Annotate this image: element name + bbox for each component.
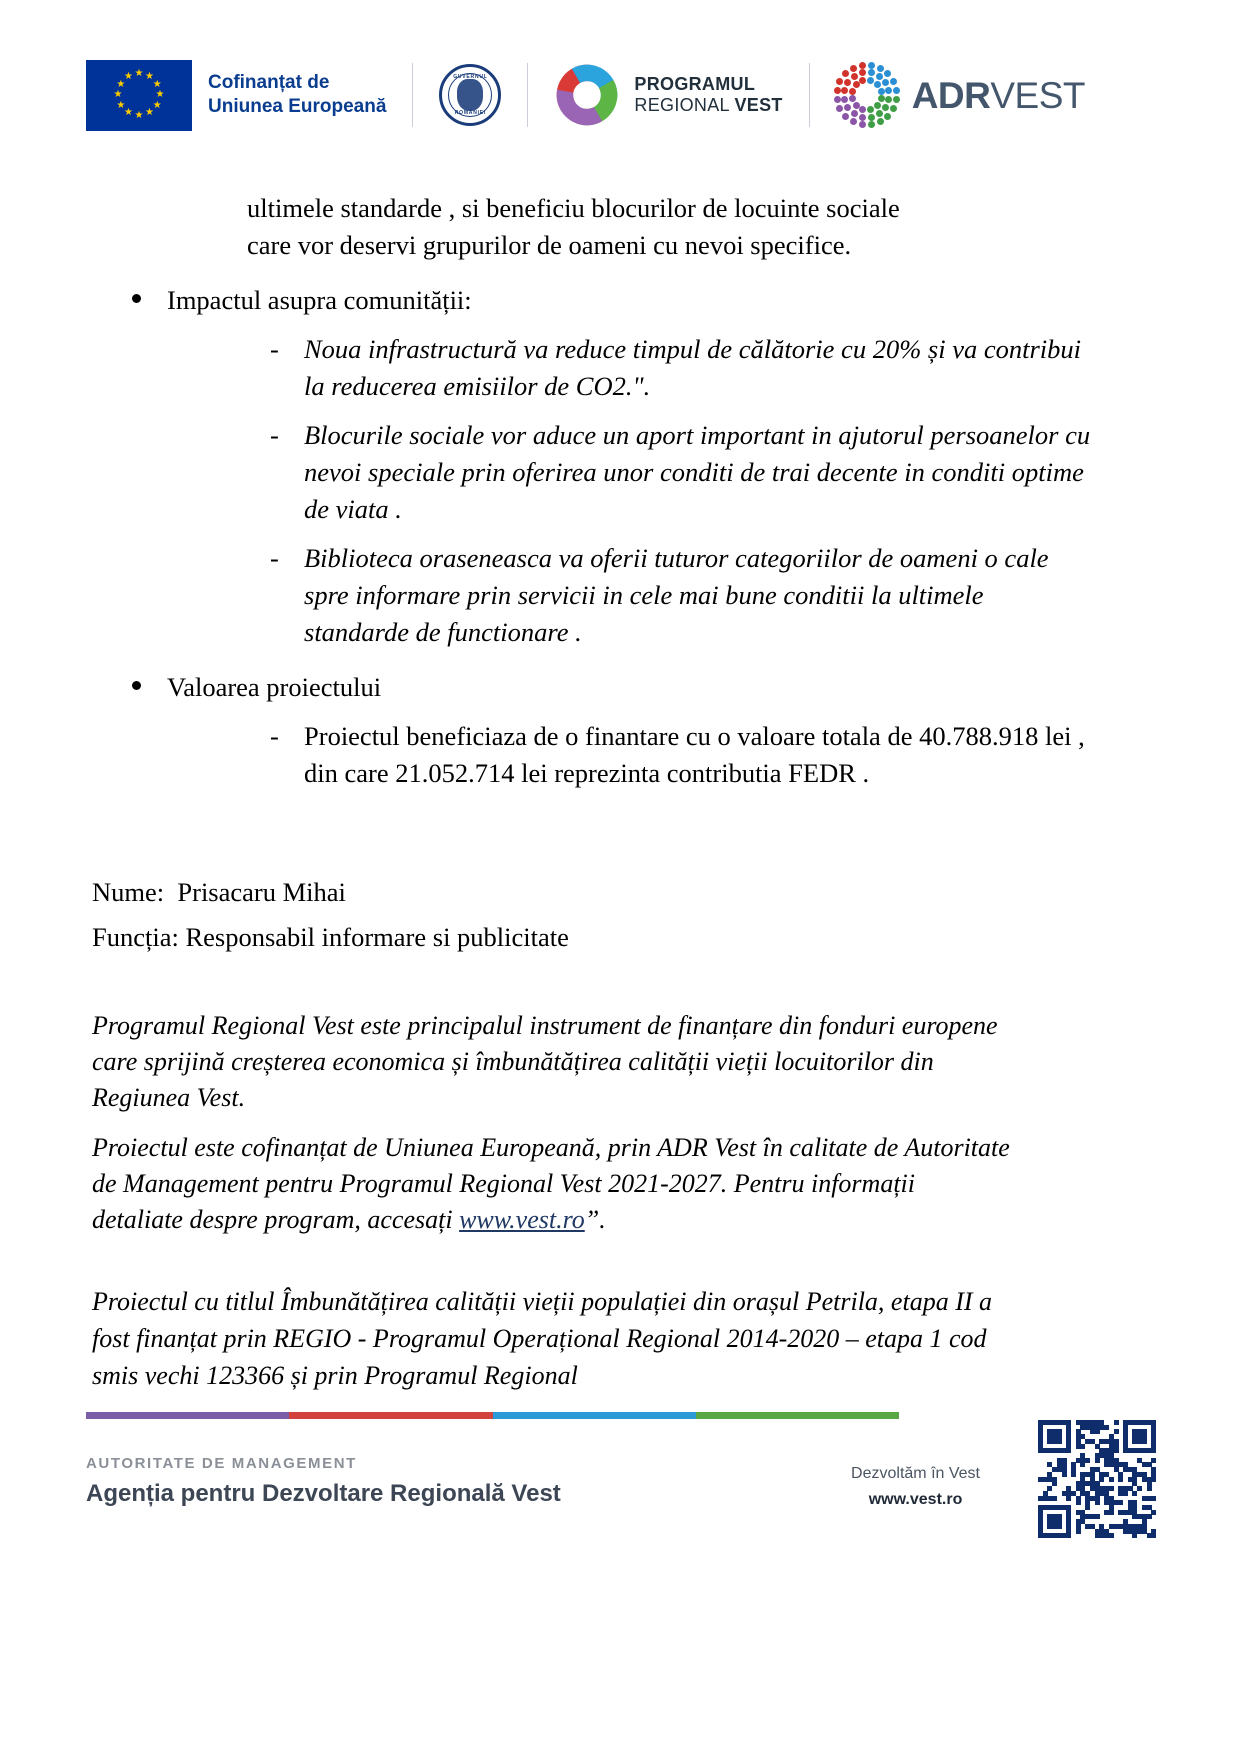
eu-star-icon: ★ bbox=[145, 107, 154, 119]
logo-divider-2 bbox=[527, 63, 528, 127]
footer-authority-label: AUTORITATE DE MANAGEMENT bbox=[86, 1455, 357, 1472]
adr-dot bbox=[859, 77, 866, 84]
footer-rule-segment bbox=[696, 1412, 899, 1419]
adr-dot bbox=[868, 121, 875, 128]
eu-star-icon: ★ bbox=[155, 89, 165, 100]
qr-module bbox=[1057, 1439, 1062, 1444]
impact-item-1: Noua infrastructură va reduce timpul de călătorie cu 20% și va contribui la reducerea emisiilor de CO2.". bbox=[304, 334, 1081, 401]
closing-p2-before: Proiectul este cofinanțat de Uniunea Europeană, prin ADR Vest în calitate de Autoritate de Management pentru Programul Regional Vest 2021-2027. Pentru informații detaliate despre program, accesați bbox=[92, 1133, 1010, 1234]
spiral-icon bbox=[554, 62, 620, 128]
eu-star-icon: ★ bbox=[124, 70, 133, 82]
qr-module bbox=[1118, 1477, 1123, 1482]
bullet-list bbox=[92, 282, 1092, 792]
name-value: Prisacaru Mihai bbox=[177, 877, 346, 907]
adr-dot bbox=[893, 96, 900, 103]
eu-star-icon: ★ bbox=[116, 99, 126, 111]
name-label: Nume: bbox=[92, 877, 165, 907]
qr-module bbox=[1151, 1458, 1156, 1463]
qr-module bbox=[1076, 1529, 1081, 1534]
eu-star-icon: ★ bbox=[145, 70, 154, 82]
footer-rule-segment bbox=[289, 1412, 492, 1419]
list-item bbox=[167, 718, 1092, 792]
qr-module bbox=[1071, 1472, 1076, 1477]
qr-module bbox=[1095, 1514, 1100, 1519]
adr-dot bbox=[884, 113, 891, 120]
adr-bold: ADR bbox=[911, 74, 991, 116]
qr-module bbox=[1099, 1477, 1104, 1482]
qr-module bbox=[1066, 1448, 1071, 1453]
adr-dot bbox=[877, 65, 884, 72]
adr-dot bbox=[893, 87, 900, 94]
eu-star-icon: ★ bbox=[116, 78, 126, 90]
adr-dot bbox=[868, 69, 875, 76]
bullet-impact-label: Impactul asupra comunității: bbox=[167, 285, 472, 315]
adr-dot bbox=[882, 79, 889, 86]
qr-module bbox=[1047, 1486, 1052, 1491]
adr-dot bbox=[867, 77, 874, 84]
footer-right-block bbox=[851, 1465, 980, 1509]
adr-dot bbox=[842, 113, 849, 120]
programul-regional-vest-logo bbox=[554, 52, 782, 138]
adr-dot bbox=[859, 106, 866, 113]
eu-star-icon: ★ bbox=[124, 107, 133, 119]
qr-module bbox=[1080, 1444, 1085, 1449]
eu-logo-line1: Cofinanțat de bbox=[208, 72, 330, 93]
document-body bbox=[92, 190, 1092, 792]
adr-dot bbox=[842, 70, 849, 77]
value-item-1: Proiectul beneficiaza de o finantare cu o valoare totala de 40.788.918 lei , din care 21.052.714 lei reprezinta contributia FEDR . bbox=[304, 721, 1085, 788]
header-logo-bar bbox=[86, 52, 1155, 138]
role-label: Funcția: bbox=[92, 922, 179, 952]
qr-module bbox=[1132, 1491, 1137, 1496]
eu-star-icon: ★ bbox=[152, 78, 162, 90]
qr-code-icon[interactable] bbox=[1038, 1420, 1156, 1538]
footer bbox=[86, 1455, 1156, 1565]
adr-dot bbox=[844, 79, 851, 86]
qr-module bbox=[1118, 1500, 1123, 1505]
adr-dot bbox=[877, 118, 884, 125]
qr-module bbox=[1052, 1496, 1057, 1501]
adr-dot bbox=[874, 81, 881, 88]
qr-module bbox=[1109, 1477, 1114, 1482]
adr-dot bbox=[859, 121, 866, 128]
signature-block bbox=[92, 870, 1092, 960]
dash-marker-icon: - bbox=[270, 543, 279, 573]
qr-module bbox=[1085, 1458, 1090, 1463]
adr-dot bbox=[836, 105, 843, 112]
qr-module bbox=[1109, 1486, 1114, 1491]
eu-logo-line2: Uniunea Europeană bbox=[208, 96, 387, 117]
dash-marker-icon: - bbox=[270, 721, 279, 751]
adr-dot bbox=[834, 87, 841, 94]
adr-dot bbox=[849, 88, 856, 95]
list-item bbox=[167, 417, 1092, 528]
adr-dot bbox=[882, 104, 889, 111]
eu-star-icon: ★ bbox=[113, 89, 123, 100]
closing-p2-after: ”. bbox=[584, 1205, 606, 1234]
dash-marker-icon: - bbox=[270, 334, 279, 364]
eu-star-icon: ★ bbox=[152, 99, 162, 111]
impact-sublist bbox=[167, 331, 1092, 651]
adr-dot bbox=[885, 87, 892, 94]
eu-star-icon: ★ bbox=[134, 110, 144, 121]
closing-paragraph-2 bbox=[92, 1130, 1012, 1238]
footer-slogan: Dezvoltăm în Vest bbox=[851, 1465, 980, 1482]
qr-module bbox=[1052, 1481, 1057, 1486]
qr-module bbox=[1109, 1533, 1114, 1538]
adr-dot bbox=[890, 78, 897, 85]
role-value: Responsabil informare si publicitate bbox=[185, 922, 569, 952]
qr-module bbox=[1095, 1429, 1100, 1434]
program-line1: PROGRAMUL bbox=[634, 74, 756, 94]
impact-item-2: Blocurile sociale vor aduce un aport important in ajutorul persoanelor cu nevoi speciale prin oferirea unor conditi de trai decente in conditi optime de viata . bbox=[304, 420, 1091, 524]
bullet-dot-icon bbox=[132, 681, 141, 690]
dash-marker-icon: - bbox=[270, 420, 279, 450]
adr-dot bbox=[859, 69, 866, 76]
qr-module bbox=[1080, 1462, 1085, 1467]
footer-url: www.vest.ro bbox=[868, 1491, 963, 1508]
qr-module bbox=[1057, 1524, 1062, 1529]
signature-name-row bbox=[92, 870, 1092, 915]
adr-dot bbox=[836, 78, 843, 85]
qr-module bbox=[1151, 1448, 1156, 1453]
program-line2-regular: REGIONAL bbox=[634, 95, 735, 115]
adr-dot bbox=[850, 65, 857, 72]
qr-module bbox=[1114, 1448, 1119, 1453]
qr-module bbox=[1066, 1496, 1071, 1501]
qr-module bbox=[1151, 1533, 1156, 1538]
qr-module bbox=[1109, 1510, 1114, 1515]
qr-module bbox=[1132, 1533, 1137, 1538]
qr-module bbox=[1114, 1420, 1119, 1425]
footer-rule-segment bbox=[86, 1412, 289, 1419]
adr-dot bbox=[850, 118, 857, 125]
closing-paragraph-3: Proiectul cu titlul Îmbunătățirea calității vieții populației din orașul Petrila, etapa II a fost finanțat prin REGIO - Programul Operațional Regional 2014-2020 – etapa 1 cod smis vechi 123366 și prin Programul Regional bbox=[92, 1287, 993, 1390]
adr-light: VEST bbox=[990, 74, 1086, 116]
bullet-value-label: Valoarea proiectului bbox=[167, 672, 382, 702]
qr-module bbox=[1066, 1533, 1071, 1538]
adr-dot bbox=[884, 70, 891, 77]
footer-rule-segment bbox=[493, 1412, 696, 1419]
adr-dot bbox=[859, 114, 866, 121]
spiral-svg bbox=[554, 62, 620, 128]
qr-module bbox=[1123, 1491, 1128, 1496]
bullet-value bbox=[92, 669, 1092, 792]
adr-dots-icon bbox=[836, 64, 898, 126]
qr-module bbox=[1142, 1439, 1147, 1444]
programul-regional-vest-text bbox=[634, 74, 782, 116]
qr-module bbox=[1151, 1496, 1156, 1501]
footer-agency-name: Agenția pentru Dezvoltare Regională Vest bbox=[86, 1480, 561, 1507]
adr-dot bbox=[859, 62, 866, 69]
adr-dot bbox=[867, 106, 874, 113]
adr-dot bbox=[841, 87, 848, 94]
list-item bbox=[167, 540, 1092, 651]
eu-flag-icon bbox=[86, 60, 192, 131]
gov-seal-top-text: GUVERNUL bbox=[453, 74, 488, 80]
adr-dot bbox=[853, 102, 860, 109]
qr-module bbox=[1147, 1514, 1152, 1519]
gov-seal-bottom-text: ROMÂNIEI bbox=[454, 110, 487, 116]
romanian-government-logo bbox=[439, 52, 501, 138]
qr-module bbox=[1095, 1458, 1100, 1463]
adr-vest-logo bbox=[836, 52, 1085, 138]
list-item bbox=[167, 331, 1092, 405]
adr-vest-text bbox=[911, 74, 1086, 116]
closing-paragraph-3-wrap bbox=[92, 1283, 1032, 1394]
footer-color-rule bbox=[86, 1412, 899, 1419]
qr-module bbox=[1151, 1477, 1156, 1482]
continuation-line-2: care vor deservi grupurilor de oameni cu nevoi specifice. bbox=[247, 230, 852, 260]
eu-logo-text bbox=[208, 71, 386, 119]
qr-module bbox=[1114, 1429, 1119, 1434]
qr-module bbox=[1104, 1425, 1109, 1430]
adr-dot bbox=[844, 104, 851, 111]
program-line2-bold: VEST bbox=[734, 95, 783, 115]
logo-divider-3 bbox=[809, 63, 810, 127]
value-sublist bbox=[167, 718, 1092, 792]
adr-dot bbox=[876, 110, 883, 117]
gov-seal-eagle bbox=[457, 79, 483, 111]
closing-paragraph-1: Programul Regional Vest este principalul instrument de finanțare din fonduri europene care sprijină creșterea economica și îmbunătățirea calității vieții locuitorilor din Regiunea Vest. bbox=[92, 1011, 998, 1112]
bullet-impact bbox=[92, 282, 1092, 651]
qr-module bbox=[1062, 1472, 1067, 1477]
qr-module bbox=[1085, 1505, 1090, 1510]
eu-star-icon: ★ bbox=[134, 68, 144, 79]
qr-module bbox=[1076, 1500, 1081, 1505]
impact-item-3: Biblioteca oraseneasca va oferii tuturor categoriilor de oameni o cale spre informare prin servicii in cele mai bune conditii la ultimele standarde de functionare . bbox=[304, 543, 1049, 647]
adr-dot bbox=[841, 96, 848, 103]
eu-logo bbox=[86, 52, 386, 138]
government-seal-icon bbox=[439, 64, 501, 126]
qr-module bbox=[1151, 1510, 1156, 1515]
adr-dot bbox=[874, 102, 881, 109]
adr-dot bbox=[876, 73, 883, 80]
adr-dot bbox=[868, 114, 875, 121]
adr-dot bbox=[890, 105, 897, 112]
continuation-line-1: ultimele standarde , si beneficiu blocurilor de locuinte sociale bbox=[247, 193, 900, 223]
signature-role-row bbox=[92, 915, 1092, 960]
vest-website-link[interactable]: www.vest.ro bbox=[459, 1205, 585, 1234]
qr-module bbox=[1095, 1500, 1100, 1505]
qr-module bbox=[1147, 1486, 1152, 1491]
adr-dot bbox=[851, 73, 858, 80]
qr-module bbox=[1137, 1486, 1142, 1491]
adr-dot bbox=[885, 96, 892, 103]
adr-dot bbox=[851, 110, 858, 117]
closing-paragraphs bbox=[92, 1008, 1012, 1252]
adr-dot bbox=[868, 62, 875, 69]
bullet-dot-icon bbox=[132, 294, 141, 303]
adr-dot bbox=[878, 88, 885, 95]
adr-dot bbox=[834, 96, 841, 103]
logo-divider-1 bbox=[412, 63, 413, 127]
